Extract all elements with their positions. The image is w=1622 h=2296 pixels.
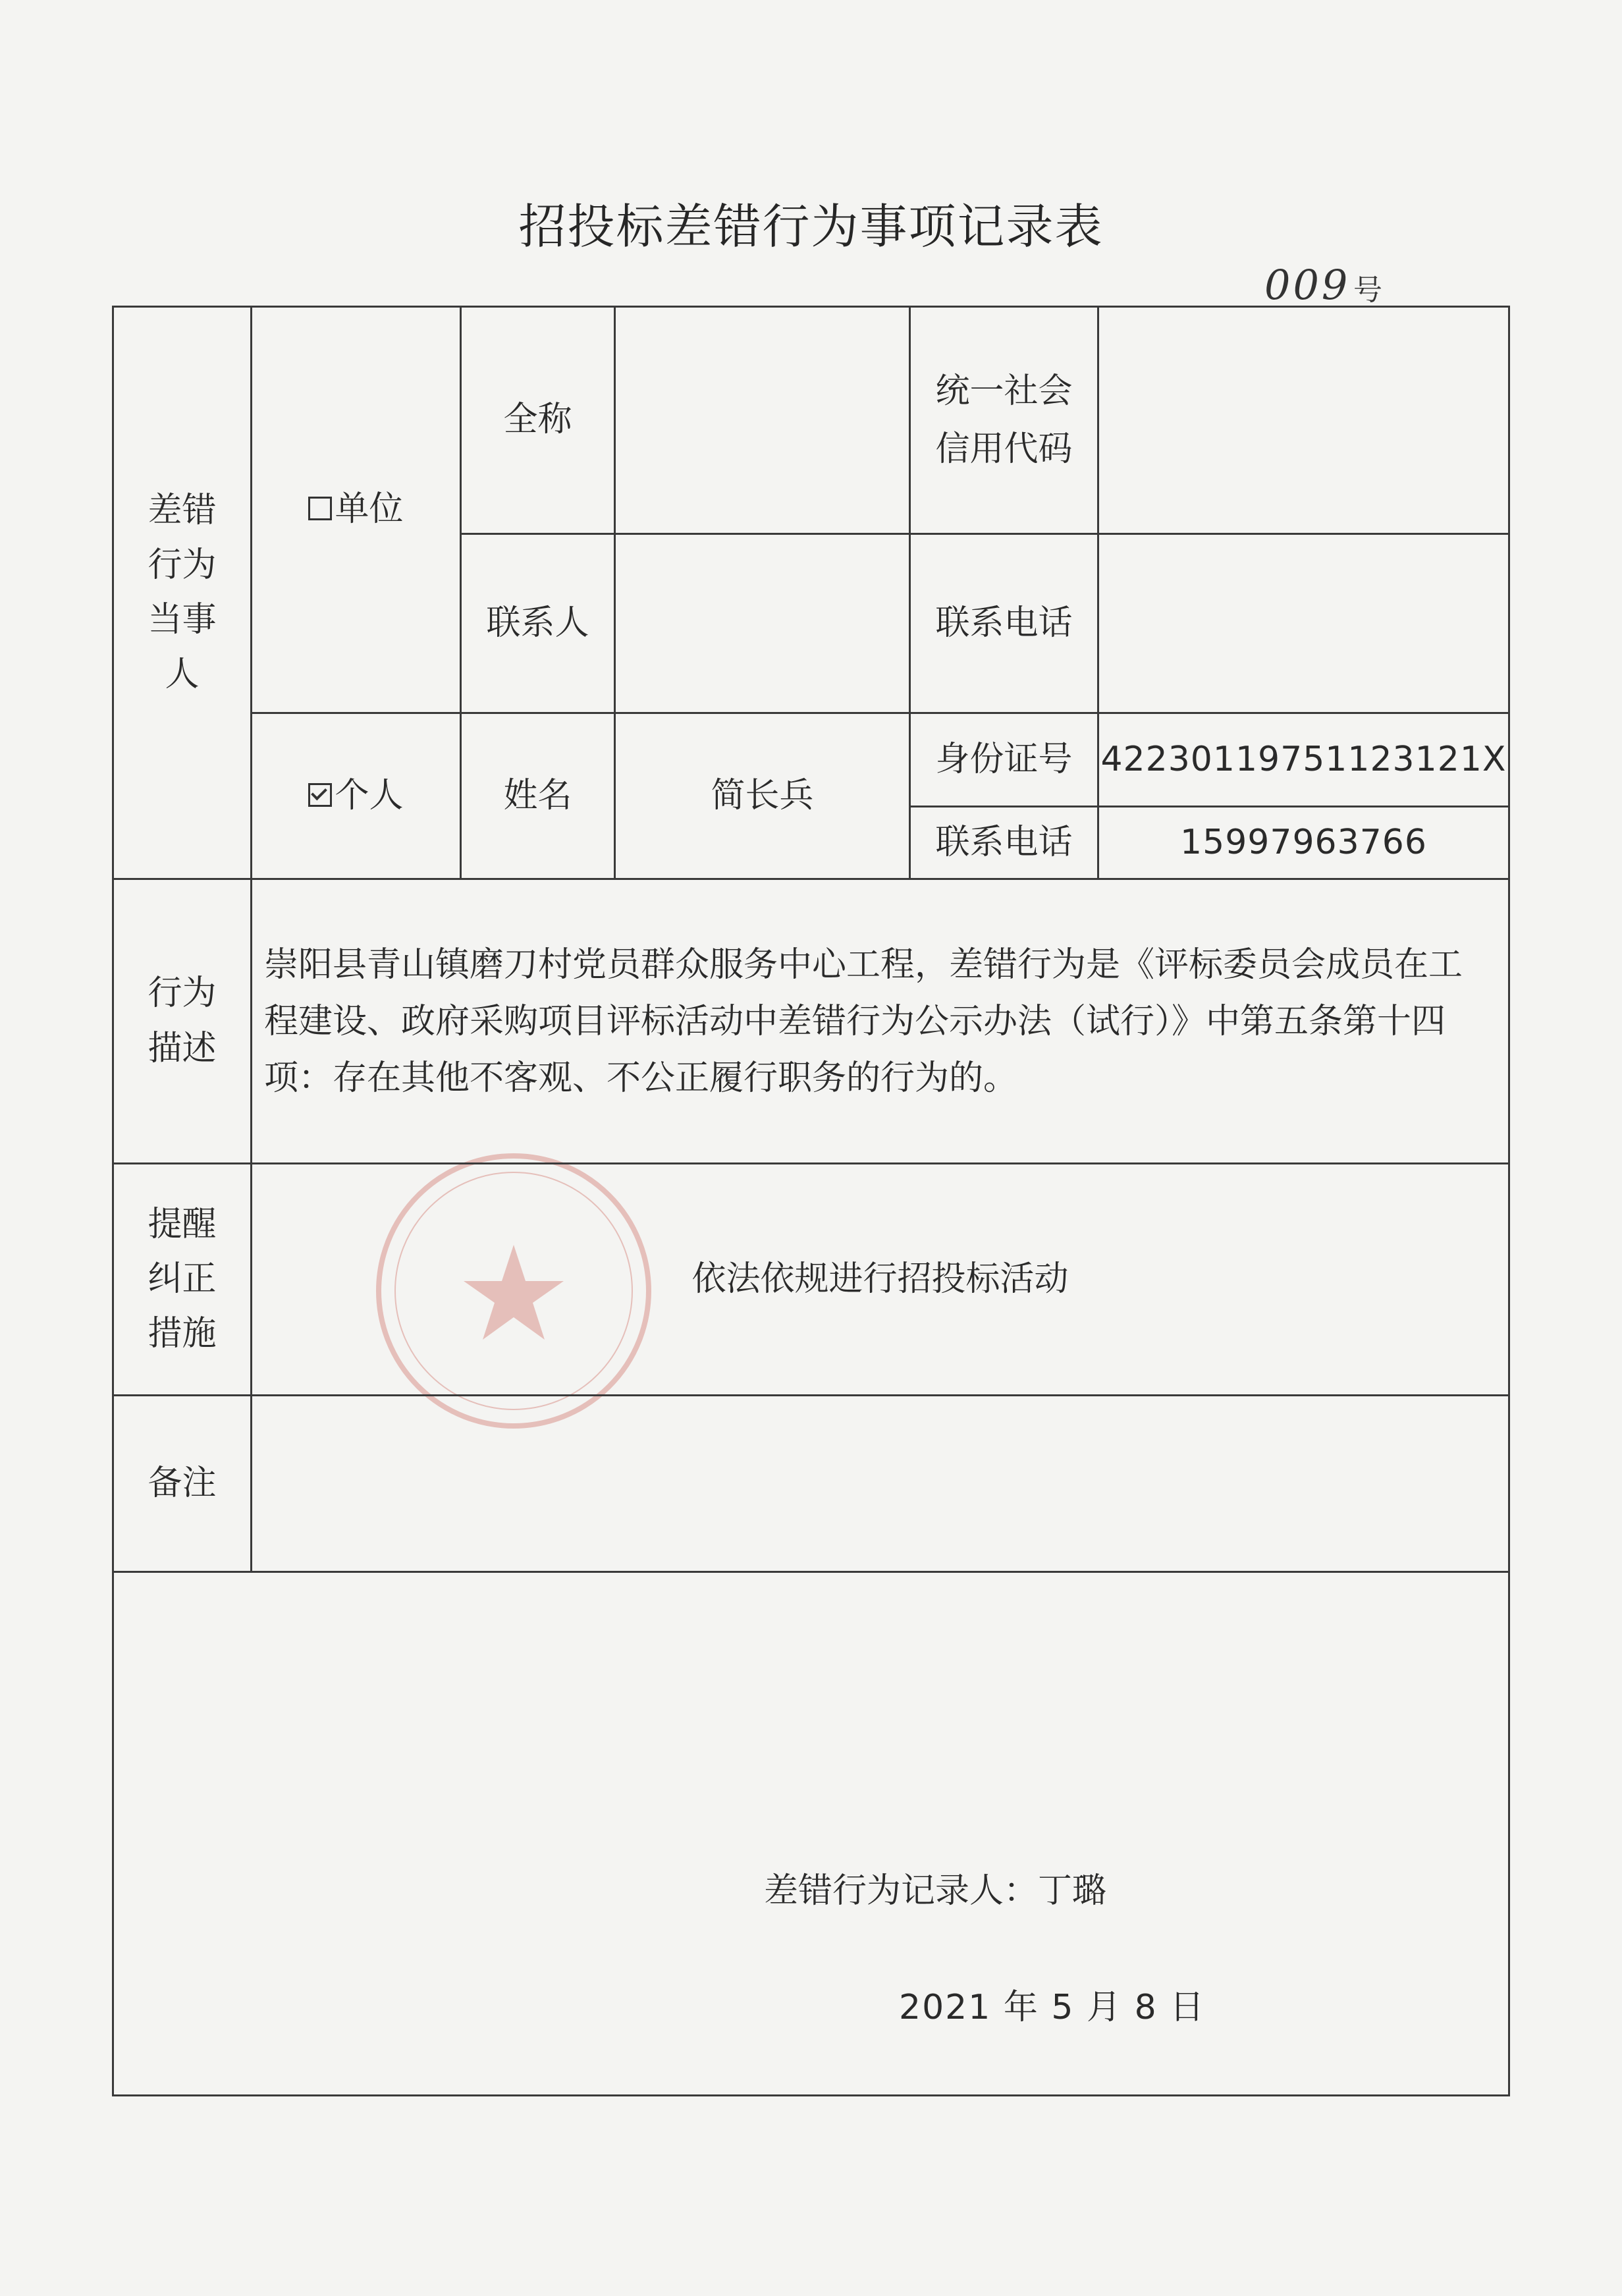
credit-code-label-line2: 信用代码 (935, 429, 1073, 469)
credit-code-label-line1: 统一社会 (935, 371, 1073, 411)
contact-label: 联系人 (461, 534, 615, 713)
date-day-unit: 日 (1170, 1988, 1206, 2027)
individual-option[interactable] (252, 713, 461, 879)
measures-label (113, 1164, 252, 1396)
measures-label-line2: 纠正 (148, 1259, 217, 1299)
unit-label: 单位 (335, 489, 404, 530)
id-number-value[interactable]: 42230119751123121X (1098, 713, 1509, 807)
name-label: 姓名 (461, 713, 615, 879)
date-month-unit: 月 (1087, 1988, 1123, 2027)
individual-phone-value[interactable]: 15997963766 (1098, 807, 1509, 879)
remarks-label: 备注 (113, 1396, 252, 1572)
behavior-label-line1: 行为 (148, 973, 217, 1014)
name-value[interactable]: 简长兵 (615, 713, 910, 879)
individual-checkbox[interactable] (308, 783, 332, 807)
document-number-suffix: 号 (1353, 273, 1382, 307)
measures-label-line3: 措施 (148, 1314, 217, 1354)
behavior-label-line2: 描述 (148, 1028, 217, 1068)
unit-option[interactable] (252, 307, 461, 713)
document-number: 009 (1264, 261, 1351, 309)
behavior-label (113, 879, 252, 1164)
behavior-description: 崇阳县青山镇磨刀村党员群众服务中心工程，差错行为是《评标委员会成员在工程建设、政府采购项目评标活动中差错行为公示办法（试行）》中第五条第十四项：存在其他不客观、不公正履行职务的行为的。 (252, 879, 1509, 1164)
remarks-value[interactable] (252, 1396, 1509, 1572)
party-section-label: 差错 行为 当事 人 (113, 307, 252, 879)
record-table (112, 306, 1510, 2096)
unit-phone-label: 联系电话 (910, 534, 1098, 713)
unit-checkbox[interactable] (308, 497, 332, 520)
date-month: 5 (1051, 1988, 1075, 2027)
credit-code-label (910, 307, 1098, 534)
recorder-name: 丁璐 (1038, 1871, 1107, 1911)
id-number-label: 身份证号 (910, 713, 1098, 807)
recorder-label: 差错行为记录人： (764, 1871, 1039, 1911)
signature-area (113, 1572, 1509, 2096)
credit-code-value[interactable] (1098, 307, 1509, 534)
page-title: 招投标差错行为事项记录表 (518, 199, 1104, 254)
date-day: 8 (1134, 1988, 1158, 2027)
date-year: 2021 (899, 1988, 992, 2027)
full-name-label: 全称 (461, 307, 615, 534)
date-year-unit: 年 (1003, 1988, 1039, 2027)
measures-text: 依法依规进行招投标活动 (252, 1164, 1509, 1396)
full-name-value[interactable] (615, 307, 910, 534)
individual-label: 个人 (335, 775, 404, 815)
contact-value[interactable] (615, 534, 910, 713)
measures-label-line1: 提醒 (148, 1204, 217, 1244)
recorder-line (764, 1863, 1106, 1912)
record-date (899, 1979, 1205, 2029)
individual-phone-label: 联系电话 (910, 807, 1098, 879)
unit-phone-value[interactable] (1098, 534, 1509, 713)
